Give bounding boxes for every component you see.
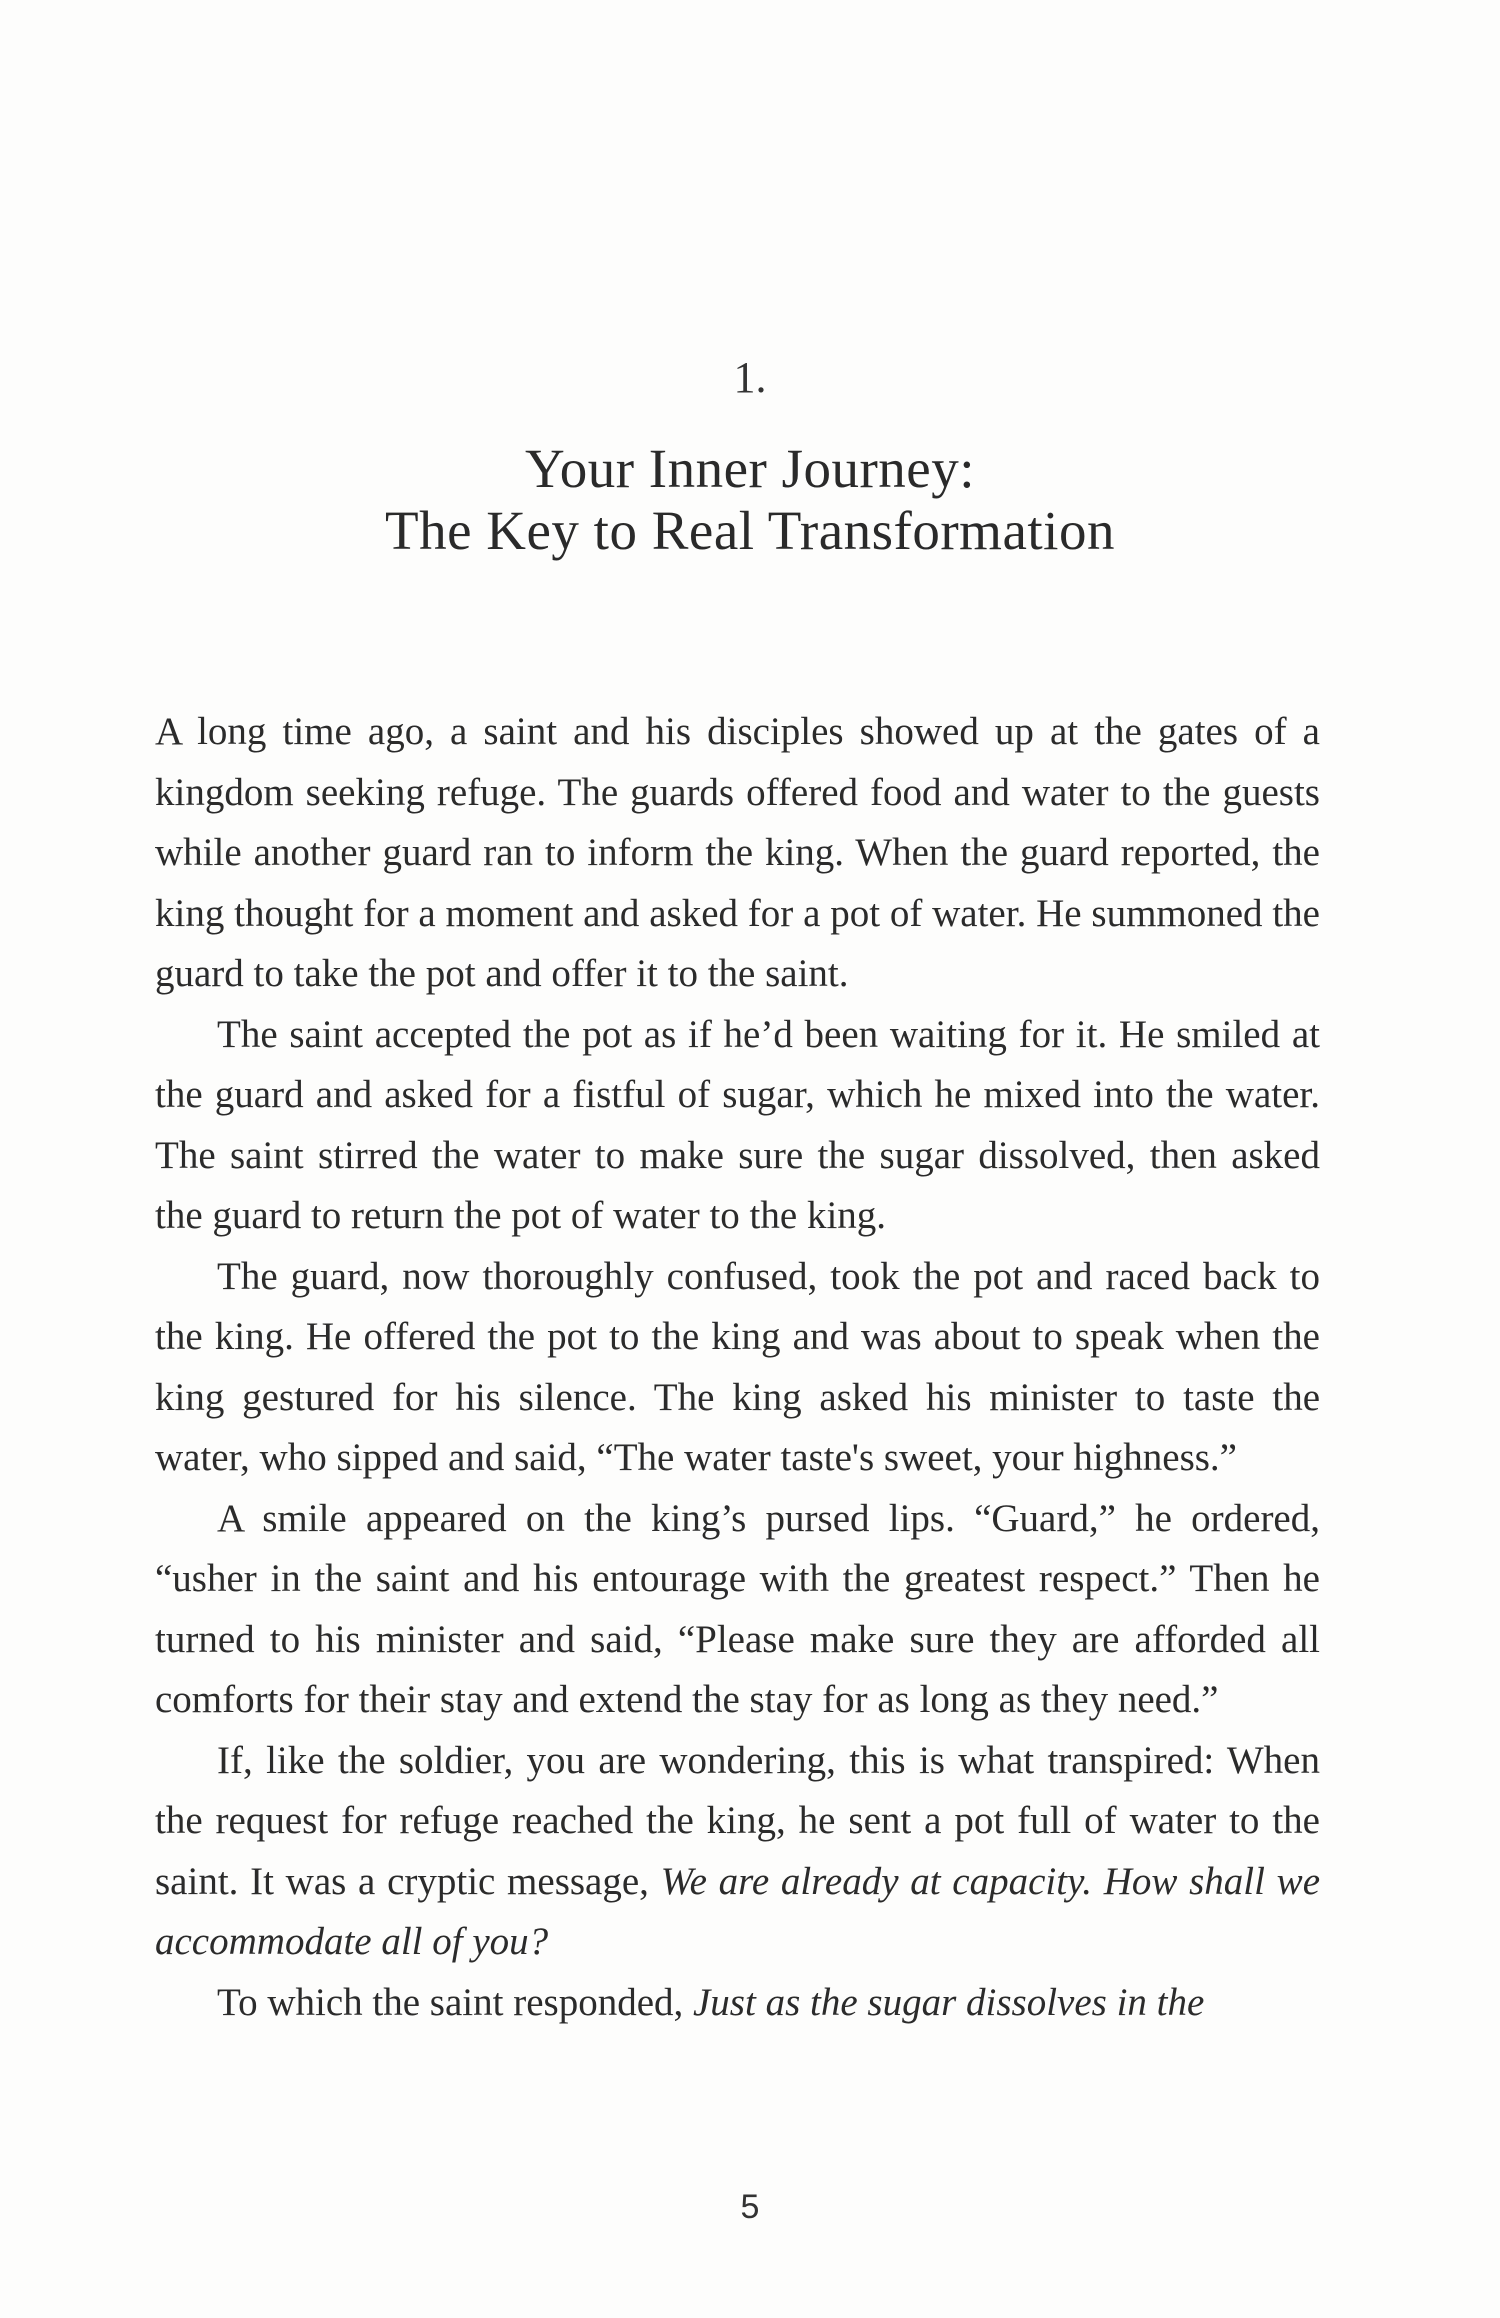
paragraph: A long time ago, a saint and his disciples showed up at the gates of a kingdom seeking refuge. The guards offered food and water to the guests while another guard ran to inform the king. When the guard reported, the king thought for a moment and asked for a pot of water. He summoned the guard to take the pot and offer it to the saint. [155,710,1320,995]
paragraph [155,1973,1320,2034]
paragraph-italic-text: Just as the sugar dissolves in the [693,1980,1205,2024]
paragraph-text: If, like the soldier, you are wondering, this is what transpired: When the request for refuge reached the king, he sent a pot full of water to the saint. It was a cryptic message, [155,1738,1320,1903]
paragraph: A smile appeared on the king’s pursed lips. “Guard,” he ordered, “usher in the saint and his entourage with the greatest respect.” Then he turned to his minister and said, “Please make sure they are afforded all comforts for their stay and extend the stay for as long as they need.” [155,1496,1320,1721]
paragraph [155,1731,1320,1973]
chapter-number: 1. [733,353,767,402]
paragraph-text: To which the saint responded, [217,1980,693,2024]
page-number: 5 [740,2188,760,2226]
chapter-body [155,702,1320,2033]
paragraph: The saint accepted the pot as if he’d been waiting for it. He smiled at the guard and asked for a fistful of sugar, which he mixed into the water. The saint stirred the water to make sure the sugar dissolved, then asked the guard to return the pot of water to the king. [155,1012,1320,1237]
paragraph-italic-text: We are already at capacity. How shall we accommodate all of you? [155,1859,1321,1963]
paragraph: The guard, now thoroughly confused, took the pot and raced back to the king. He offered the pot to the king and was about to speak when the king gestured for his silence. The king asked his minister to taste the water, who sipped and said, “The water taste's sweet, your highness.” [155,1254,1320,1479]
chapter-title [0,438,1500,562]
chapter-title-line-2: The Key to Real Transformation [385,500,1115,561]
chapter-title-line-1: Your Inner Journey: [525,438,975,499]
